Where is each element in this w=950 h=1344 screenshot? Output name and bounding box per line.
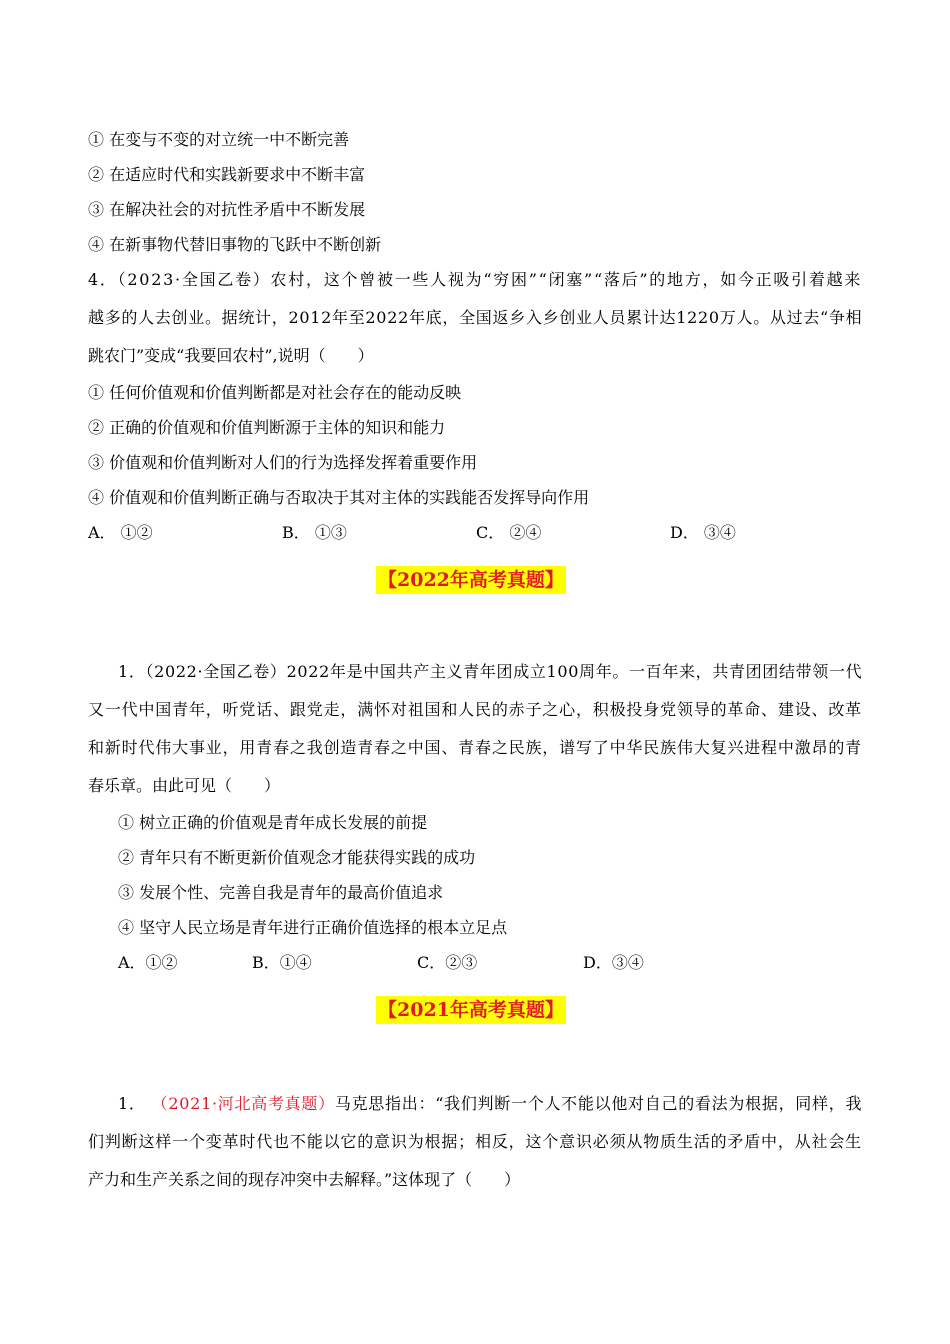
q3-option-3: ③ 在解决社会的对抗性矛盾中不断发展 <box>88 200 366 219</box>
q4-stem-line-2: 越多的人去创业。据统计，2012年至2022年底，全国返乡入乡创业人员累计达1220万人。从过去“争相 <box>88 308 863 327</box>
q2021-stem-line-2: 们判断这样一个变革时代也不能以它的意识为根据；相反，这个意识必须从物质生活的矛盾中，从社会生 <box>88 1132 863 1151</box>
q2022-statement-2: ② 青年只有不断更新价值观念才能获得实践的成功 <box>118 848 476 867</box>
q2021-stem-text-1: 马克思指出：“我们判断一个人不能以他对自己的看法为根据，同样，我 <box>334 1094 863 1113</box>
section-banner-2021: 【2021年高考真题】 <box>376 996 566 1024</box>
q4-number: 4． <box>88 270 118 289</box>
q3-option-4: ④ 在新事物代替旧事物的飞跃中不断创新 <box>88 235 382 254</box>
q2022-choice-c: C．②③ <box>417 953 478 972</box>
q2021-source: （2021·河北高考真题） <box>159 1094 335 1113</box>
q2022-choice-d: D．③④ <box>583 953 644 972</box>
q2021-number: 1． <box>118 1094 146 1113</box>
q4-choice-a: A． ①② <box>88 523 153 542</box>
q2022-number: 1． <box>118 662 146 681</box>
q2022-statement-1: ① 树立正确的价值观是青年成长发展的前提 <box>118 813 428 832</box>
q3-option-2: ② 在适应时代和实践新要求中不断丰富 <box>88 165 366 184</box>
q2021-stem-line-3: 产力和生产关系之间的现存冲突中去解释。”这体现了（ ） <box>88 1170 521 1189</box>
q2021-stem-line-1 <box>118 1093 862 1115</box>
q4-statement-2: ② 正确的价值观和价值判断源于主体的知识和能力 <box>88 418 446 437</box>
q2022-stem-line-1 <box>118 661 862 683</box>
q2022-statement-3: ③ 发展个性、完善自我是青年的最高价值追求 <box>118 883 444 902</box>
q4-statement-1: ① 任何价值观和价值判断都是对社会存在的能动反映 <box>88 383 462 402</box>
q4-stem-text-1: 农村，这个曾被一些人视为“穷困”“闭塞”“落后”的地方，如今正吸引着越来 <box>270 270 863 289</box>
q4-choice-b: B． ①③ <box>282 523 347 542</box>
q2022-source: （2022·全国乙卷） <box>145 662 287 681</box>
q4-choice-c: C． ②④ <box>476 523 542 542</box>
q2022-choice-a: A．①② <box>118 953 178 972</box>
q2022-choice-b: B．①④ <box>252 953 312 972</box>
q4-statement-3: ③ 价值观和价值判断对人们的行为选择发挥着重要作用 <box>88 453 478 472</box>
q3-option-1: ① 在变与不变的对立统一中不断完善 <box>88 130 350 149</box>
q4-source: （2023·全国乙卷） <box>117 270 271 289</box>
q4-statement-4: ④ 价值观和价值判断正确与否取决于其对主体的实践能否发挥导向作用 <box>88 488 590 507</box>
q4-stem-line-3: 跳农门”变成“我要回农村”,说明（ ） <box>88 346 374 365</box>
q2022-stem-text-1: 2022年是中国共产主义青年团成立100周年。一百年来，共青团团结带领一代 <box>286 662 863 681</box>
q2022-statement-4: ④ 坚守人民立场是青年进行正确价值选择的根本立足点 <box>118 918 508 937</box>
q2022-stem-line-3: 和新时代伟大事业，用青春之我创造青春之中国、青春之民族，谱写了中华民族伟大复兴进程中激昂的青 <box>88 738 863 757</box>
q2022-stem-line-4: 春乐章。由此可见（ ） <box>88 776 281 795</box>
section-banner-2022: 【2022年高考真题】 <box>376 566 566 594</box>
q2022-stem-line-2: 又一代中国青年，听党话、跟党走，满怀对祖国和人民的赤子之心，积极投身党领导的革命、建设、改革 <box>88 700 863 719</box>
q4-stem-line-1 <box>88 269 862 291</box>
q4-choice-d: D． ③④ <box>670 523 736 542</box>
